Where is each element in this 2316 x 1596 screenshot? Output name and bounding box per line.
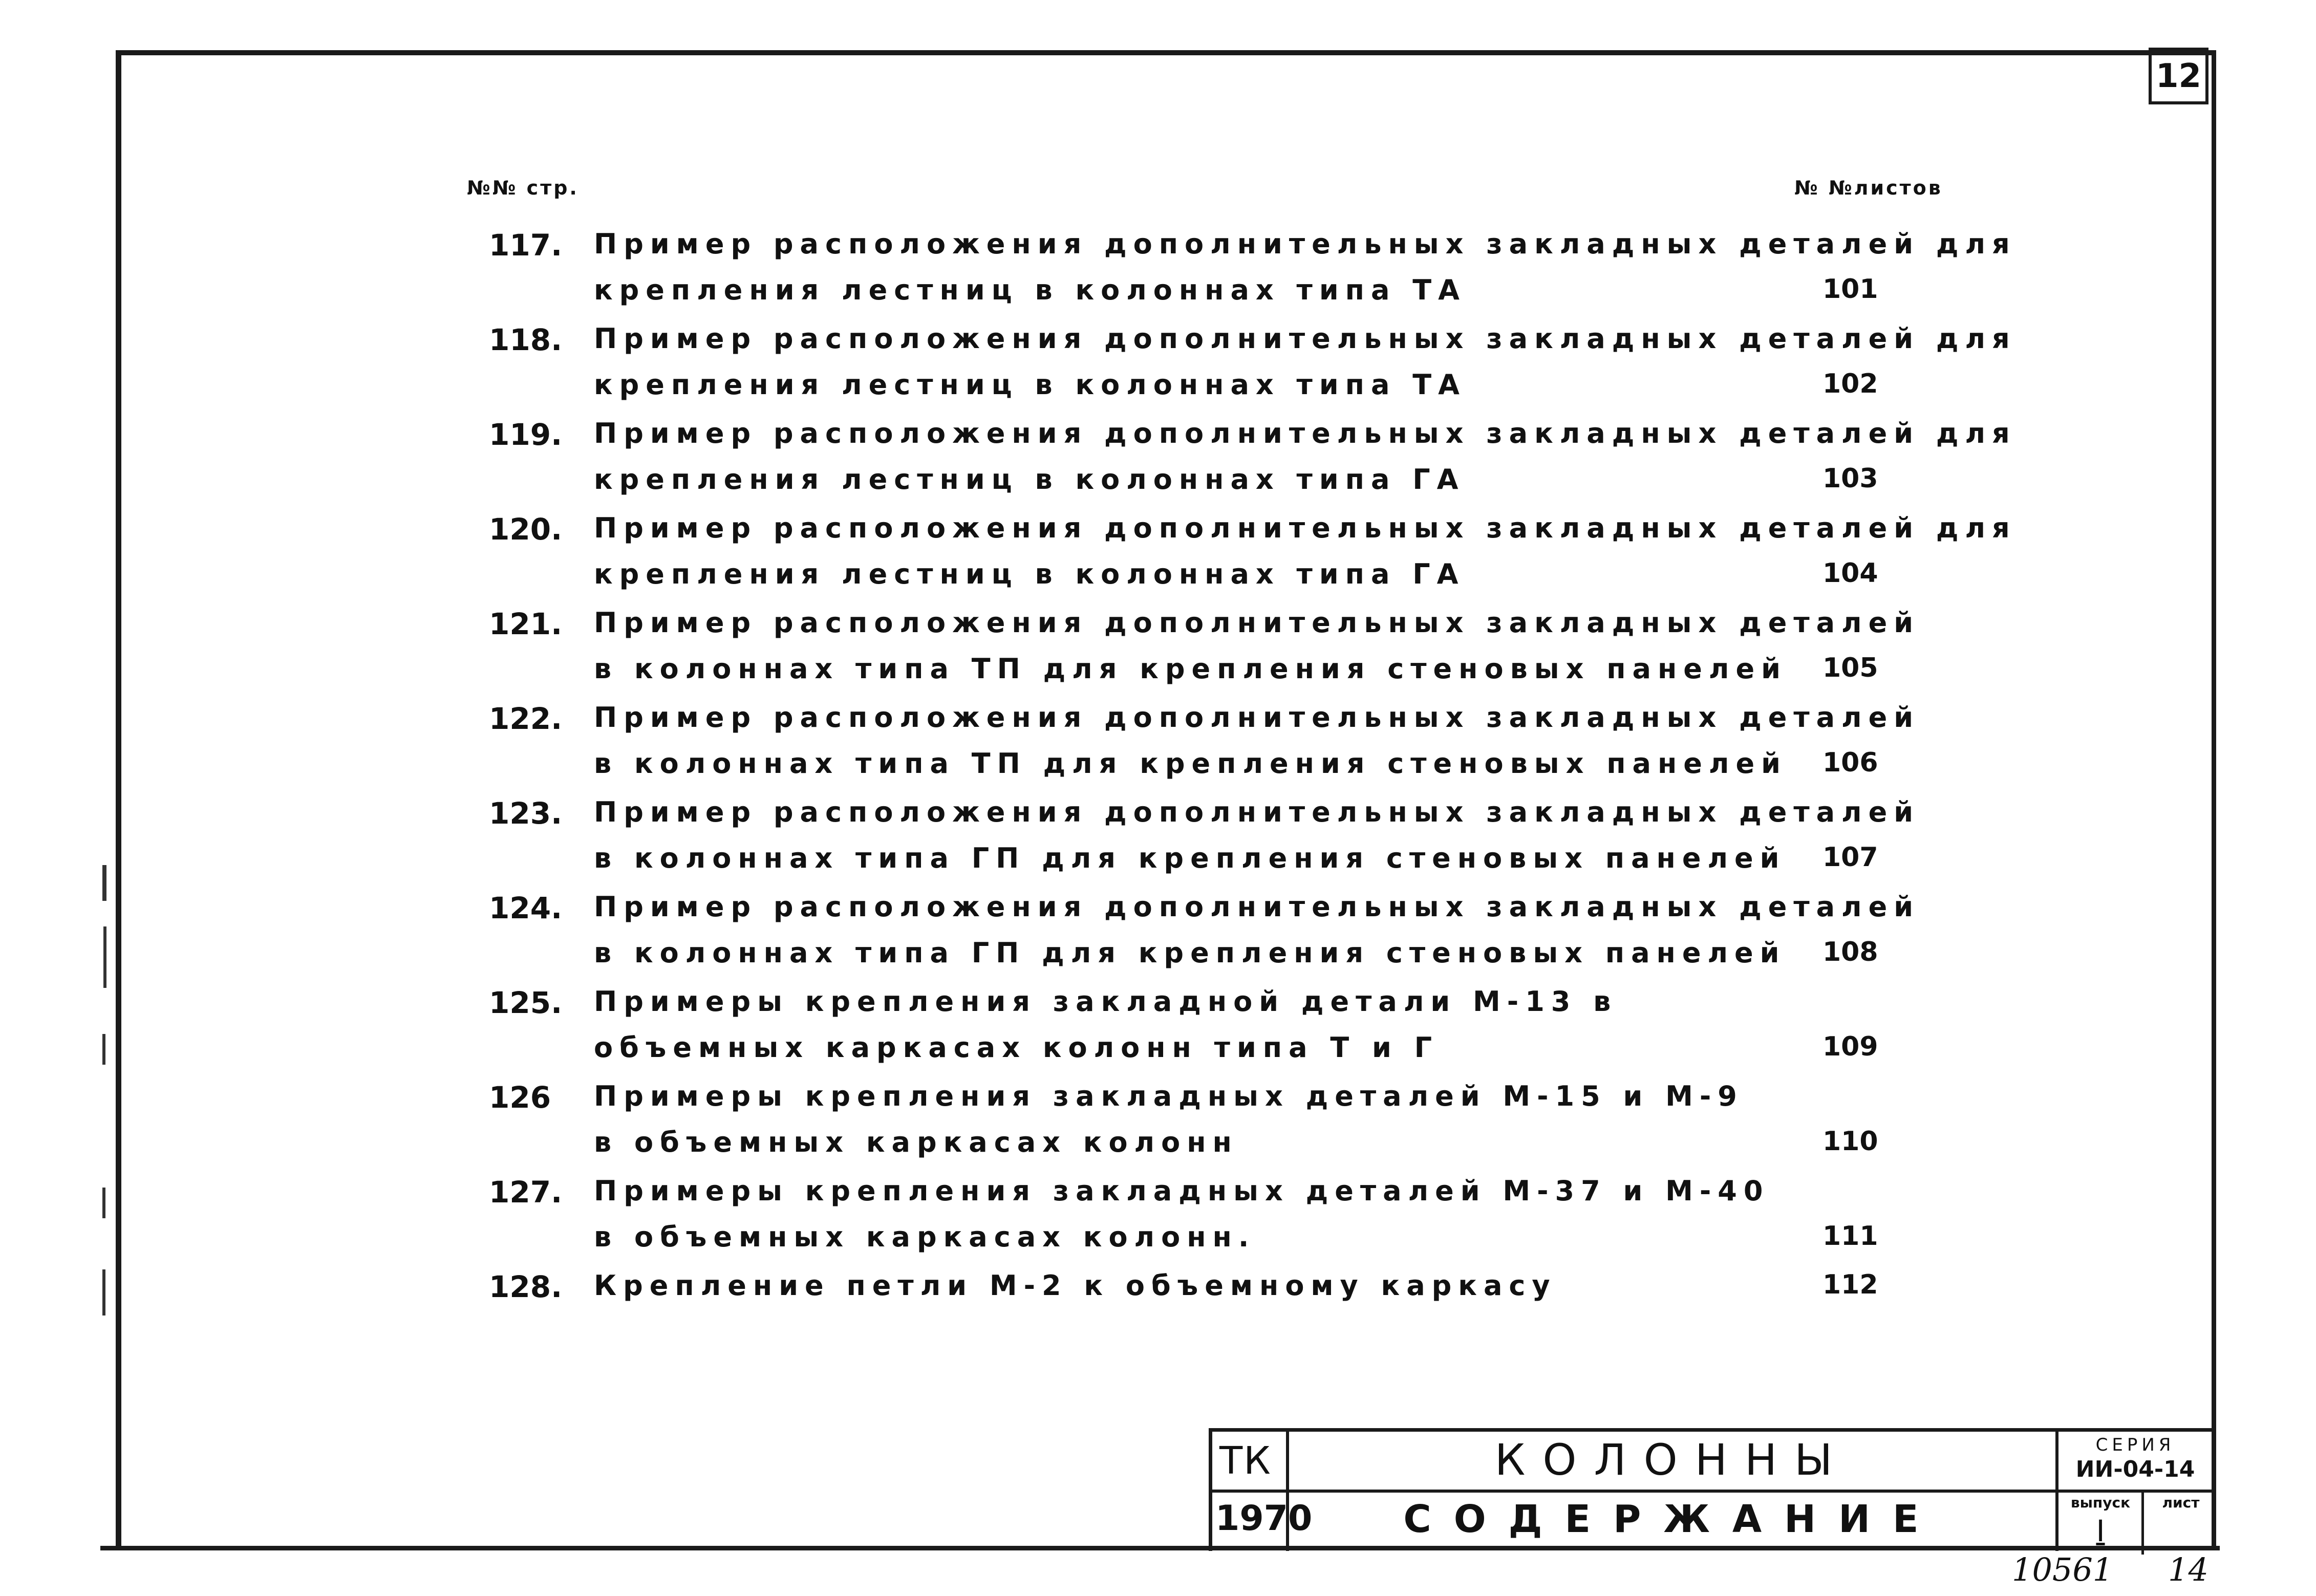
inventory-number: 10561 <box>2012 1551 2113 1588</box>
item-number: 117. <box>489 228 563 263</box>
item-number: 125. <box>489 985 563 1020</box>
item-sheet-number: 102 <box>1822 369 1878 399</box>
item-text-line-2: объемных каркасах колонн типа Т и Г <box>594 1031 1439 1064</box>
item-sheet-number: 105 <box>1822 653 1878 683</box>
item-text-line-2: в колоннах типа ГП для крепления стеновых панелей <box>594 842 1786 874</box>
item-text-line-1: Пример расположения дополнительных закладных деталей <box>594 891 1920 923</box>
issue-value: I <box>2096 1514 2105 1548</box>
item-text-line-2: крепления лестниц в колоннах типа ГА <box>594 558 1465 590</box>
sheet-number: 12 <box>2155 57 2202 95</box>
item-text-line-1: Примеры крепления закладной детали М-13 в <box>594 985 1618 1018</box>
list-item <box>0 891 2316 988</box>
item-text-line-2: крепления лестниц в колоннах типа ГА <box>594 463 1465 495</box>
list-item <box>0 701 2316 799</box>
issue-label: выпуск <box>2070 1494 2131 1511</box>
list-item <box>0 985 2316 1083</box>
list-item <box>0 417 2316 514</box>
item-sheet-number: 101 <box>1822 274 1878 305</box>
item-text-line-1: Пример расположения дополнительных закладных деталей <box>594 701 1920 734</box>
item-number: 118. <box>489 322 563 357</box>
item-sheet-number: 109 <box>1822 1031 1878 1062</box>
item-text-line-1: Пример расположения дополнительных закладных деталей для <box>594 417 2017 449</box>
list-item <box>0 607 2316 704</box>
list-item <box>0 512 2316 609</box>
item-text-line-1: Пример расположения дополнительных закладных деталей для <box>594 322 2017 355</box>
item-text-line-1: Примеры крепления закладных деталей М-37 и М-40 <box>594 1175 1770 1207</box>
item-sheet-number: 108 <box>1822 937 1878 967</box>
page-column-header: №№ стр. <box>467 177 579 199</box>
item-number: 119. <box>489 417 563 452</box>
document-year: 1970 <box>1215 1498 1313 1539</box>
item-text-line-1: Пример расположения дополнительных закладных деталей для <box>594 512 2017 544</box>
item-sheet-number: 103 <box>1822 463 1878 494</box>
list-item <box>0 796 2316 893</box>
item-number: 121. <box>489 607 563 641</box>
sheet-label: лист <box>2162 1494 2200 1511</box>
item-text-line-2: в колоннах типа ТП для крепления стеновых панелей <box>594 747 1787 780</box>
list-item <box>0 1269 2316 1367</box>
title-block <box>1209 1428 2212 1551</box>
item-sheet-number: 111 <box>1822 1221 1878 1252</box>
item-text-line-1: Пример расположения дополнительных закладных деталей <box>594 607 1920 639</box>
page-number: 14 <box>2168 1551 2208 1588</box>
item-text-line-1: Пример расположения дополнительных закладных деталей <box>594 796 1920 828</box>
item-text-line-2: в колоннах типа ГП для крепления стеновых панелей <box>594 937 1786 969</box>
item-number: 122. <box>489 701 563 736</box>
document-subtitle: СОДЕРЖАНИЕ <box>1403 1497 1941 1541</box>
item-number: 123. <box>489 796 563 831</box>
item-sheet-number: 110 <box>1822 1126 1878 1157</box>
item-text-line-1: Пример расположения дополнительных закладных деталей для <box>594 228 2017 260</box>
item-sheet-number: 104 <box>1822 558 1878 589</box>
organization-code: ТК <box>1219 1439 1272 1483</box>
list-item <box>0 228 2316 325</box>
title-block-divider <box>2141 1490 2144 1555</box>
document-title: КОЛОННЫ <box>1494 1435 1850 1485</box>
item-number: 120. <box>489 512 563 547</box>
list-item <box>0 1080 2316 1177</box>
item-sheet-number: 107 <box>1822 842 1878 873</box>
item-text-line-2: в колоннах типа ТП для крепления стеновых панелей <box>594 653 1787 685</box>
item-number: 127. <box>489 1175 563 1210</box>
item-text-line-2: крепления лестниц в колоннах типа ТА <box>594 274 1466 306</box>
item-number: 124. <box>489 891 563 925</box>
item-sheet-number: 112 <box>1822 1269 1878 1300</box>
title-block-divider <box>1212 1490 2212 1493</box>
item-text-line-2: крепления лестниц в колоннах типа ТА <box>594 369 1466 401</box>
series-label: СЕРИЯ <box>2095 1435 2175 1455</box>
sheets-column-header: № №листов <box>1794 177 1943 199</box>
list-item <box>0 1175 2316 1272</box>
item-text-line-1: Примеры крепления закладных деталей М-15 и М-9 <box>594 1080 1744 1112</box>
series-value: ИИ-04-14 <box>2075 1456 2195 1482</box>
item-text-line-2: в объемных каркасах колонн <box>594 1126 1238 1158</box>
item-text-line-2: в объемных каркасах колонн. <box>594 1221 1256 1253</box>
item-number: 126 <box>489 1080 551 1115</box>
item-sheet-number: 106 <box>1822 747 1878 778</box>
item-number: 128. <box>489 1269 563 1304</box>
list-item <box>0 322 2316 420</box>
item-text-line-1: Крепление петли М-2 к объемному каркасу <box>594 1269 1557 1302</box>
